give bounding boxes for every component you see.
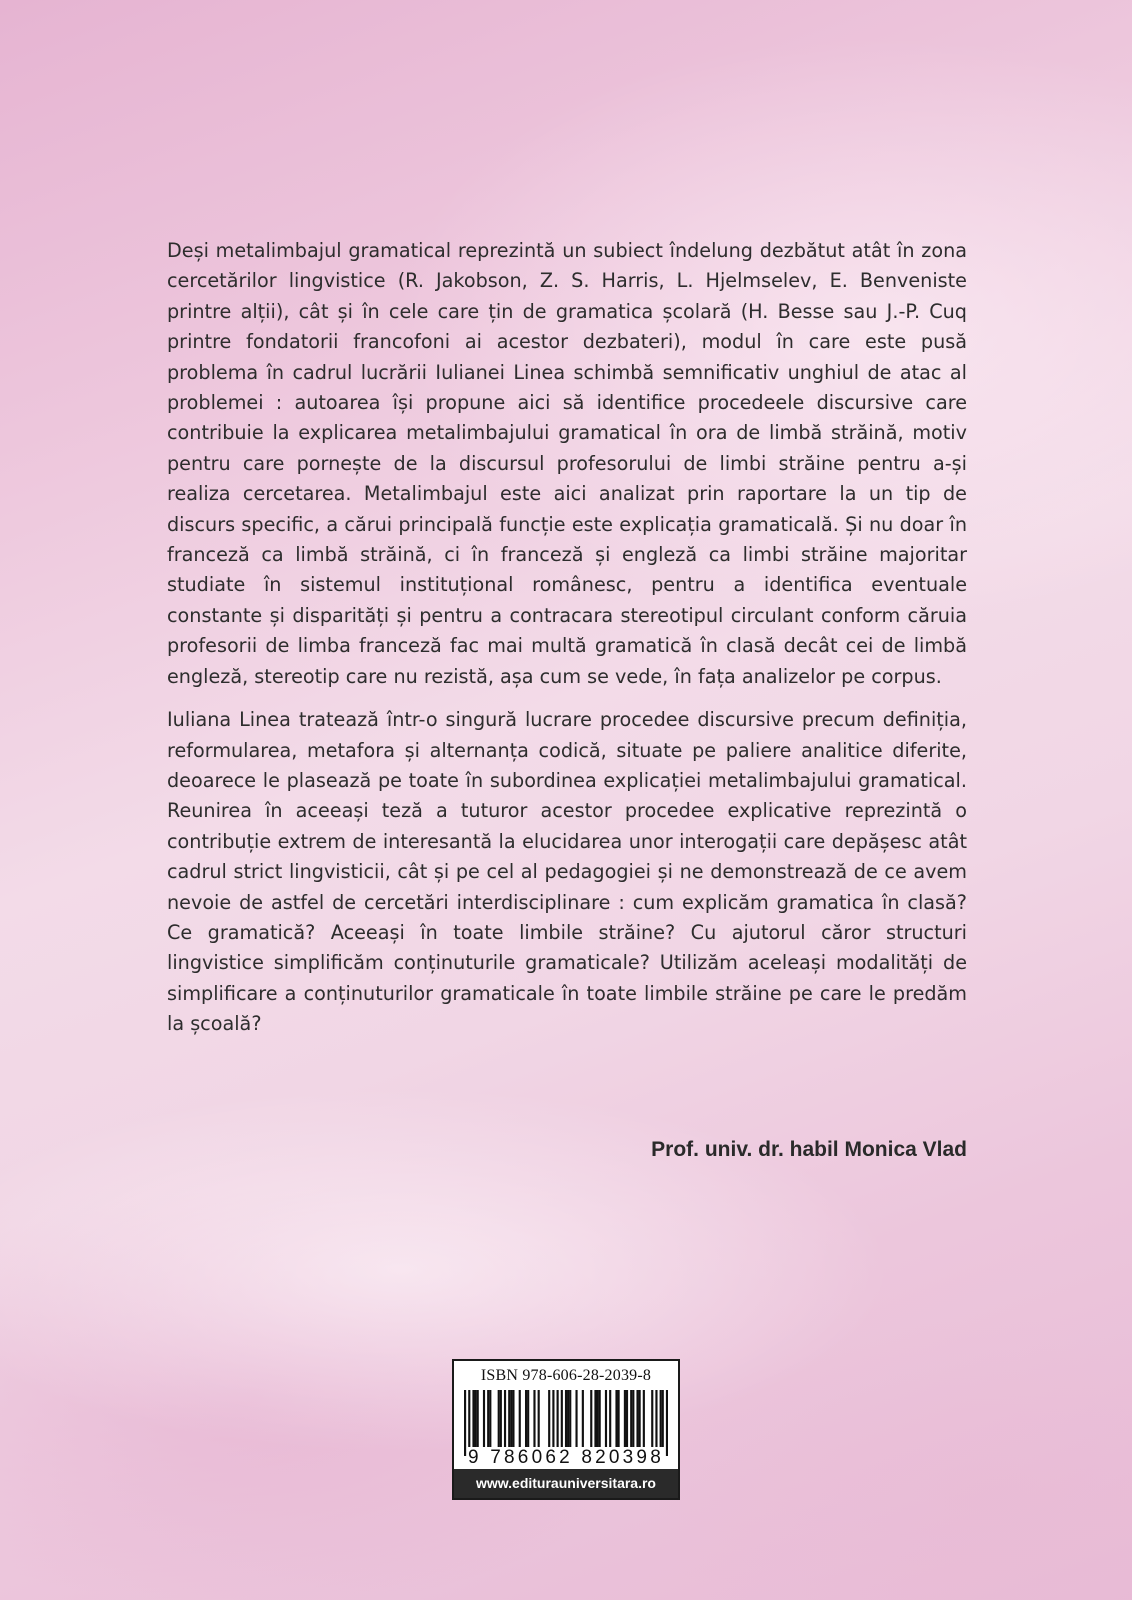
blurb-paragraph-1: Deși metalimbajul gramatical reprezintă un subiect îndelung dezbătut atât în zona cercetărilor lingvistice (R. Jakobson, Z. S. Harris, L. Hjelmselev, E. Benveniste printre alții), cât și în cele care țin de gramatica școlară (H. Besse sau J.-P. Cuq printre fondatorii francofoni ai acestor dezbateri), modul în care este pusă problema în cadrul lucrării Iulianei Linea schimbă semnificativ unghiul de atac al problemei : autoarea își propune aici să identifice procedeele discursive care contribuie la explicarea metalimbajului gramatical în ora de limbă străină, motiv pentru care pornește de la discursul profesorului de limbi străine pentru a-și realiza cercetarea. Metalimbajul este aici analizat prin raportare la un tip de discurs specific, a cărui principală funcție este explicația gramaticală. Și nu doar în franceză ca limbă străină, ci în franceză și engleză ca limbi străine majoritar studiate în sistemul instituțional românesc, pentru a identifica eventuale constante și disparități și pentru a contracara stereotipul circulant conform căruia profesorii de limba franceză fac mai multă gramatică în clasă decât cei de limbă engleză, stereotip care nu rezistă, așa cum se vede, în fața analizelor pe corpus. [167, 239, 967, 688]
isbn-label: ISBN 978-606-28-2039-8 [480, 1367, 652, 1384]
back-cover-blurb [167, 236, 967, 1053]
review-signature: Prof. univ. dr. habil Monica Vlad [651, 1138, 967, 1161]
isbn-digits: 9 786062 820398 [468, 1447, 664, 1468]
isbn-barcode-box [452, 1359, 680, 1500]
blurb-paragraph-2: Iuliana Linea tratează într-o singură lucrare procedee discursive precum definiția, reformularea, metafora și alternanța codică, situate pe paliere analitice diferite, deoarece le plasează pe toate în subordinea explicației metalimbajului gramatical. Reunirea în aceeași teză a tuturor acestor procedee explicative reprezintă o contribuție extrem de interesantă la elucidarea unor interogații care depășesc atât cadrul strict lingvisticii, cât și pe cel al pedagogiei și ne demonstrează de ce avem nevoie de astfel de cercetări interdisciplinare : cum explicăm gramatica în clasă? Ce gramatică? Aceeași în toate limbile străine? Cu ajutorul căror structuri lingvistice simplificăm conținuturile gramaticale? Utilizăm aceleași modalități de simplificare a conținuturilor gramaticale în toate limbile străine pe care le predăm la școală? [167, 708, 967, 1036]
publisher-website: www.editurauniversitara.ro [454, 1469, 678, 1498]
